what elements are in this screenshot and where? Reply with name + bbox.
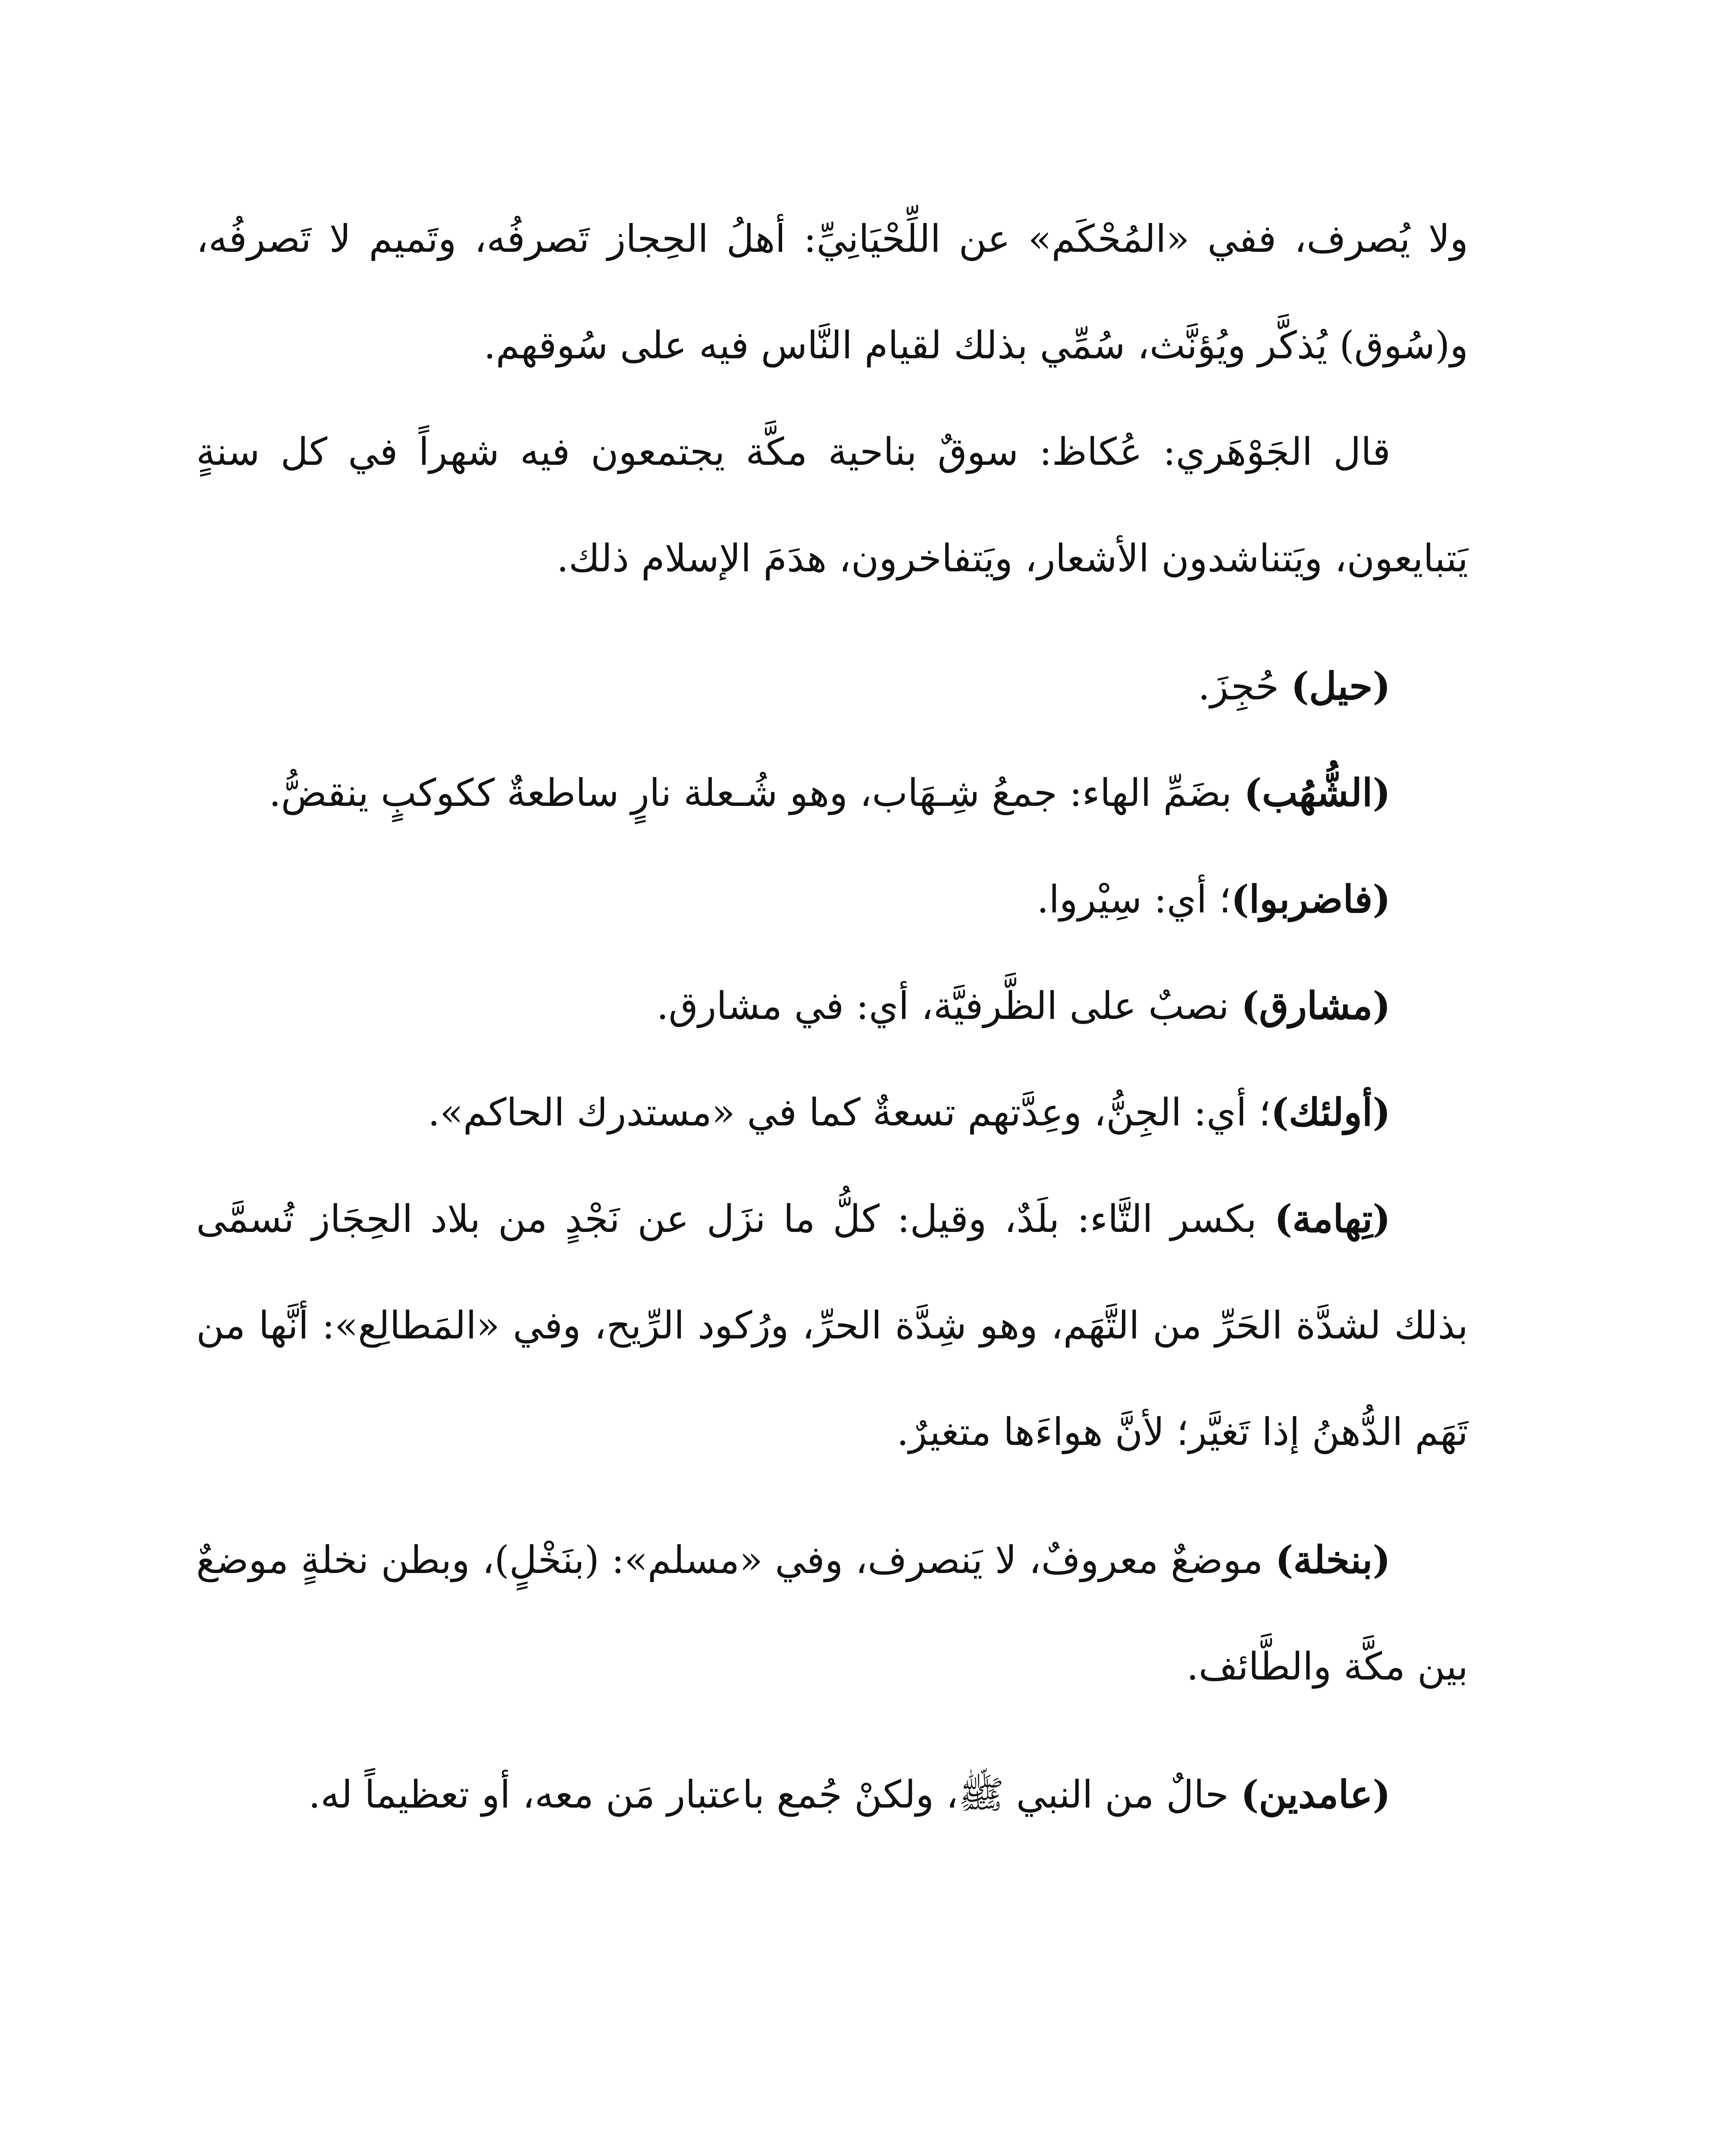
entry-paragraph (196, 953, 1468, 1059)
entry-headword: (مشارق) (1241, 983, 1391, 1028)
entry-paragraph (196, 633, 1468, 740)
entry-paragraph (196, 1741, 1468, 1848)
entry-text: ؛ أي: الجِنُّ، وعِدَّتهم تسعةٌ كما في «مستدرك الحاكم». (428, 1090, 1271, 1134)
entry-paragraph (196, 1166, 1468, 1485)
entry-paragraph (196, 740, 1468, 846)
entry-headword: (حيل) (1291, 664, 1391, 708)
entry-headword: (عامدين) (1241, 1772, 1391, 1817)
entry-paragraph (196, 846, 1468, 953)
entry-text: حُجِزَ. (1198, 664, 1291, 708)
entry-text: حالٌ من النبي ﷺ، ولكنْ جُمع باعتبار مَن معه، أو تعظيماً له. (308, 1772, 1241, 1817)
entry-headword: (تِهامة) (1274, 1196, 1391, 1241)
entry-paragraph (196, 1059, 1468, 1166)
entry-headword: (بنخلة) (1275, 1537, 1391, 1582)
entry-text: موضعٌ معروفٌ، لا يَنصرف، وفي «مسلم»: (بنَخْلٍ)، وبطن نخلةٍ موضعٌ بين مكَّة والطَّائف. (196, 1538, 1468, 1689)
entry-text: بكسر التَّاء: بلَدٌ، وقيل: كلُّ ما نزَل عن نَجْدٍ من بلاد الحِجَاز تُسمَّى بذلك لشدَّة الحَرِّ من التَّهَم، وهو شِدَّة الحرِّ، ورُكود الرِّيح، وفي «المَطالِع»: أنَّها من تَهَم الدُّهنُ إذا تَغيَّر؛ لأنَّ هواءَها متغيرٌ. (196, 1197, 1468, 1454)
entry-paragraph (196, 1507, 1468, 1720)
entry-headword: (الشُّهُب) (1244, 770, 1391, 815)
paragraph (196, 398, 1468, 611)
entry-text: بضَمِّ الهاء: جمعُ شِـهَاب، وهو شُـعلة نارٍ ساطعةٌ ككوكبٍ ينقضُّ. (269, 771, 1244, 815)
entry-text: نصبٌ على الظَّرفيَّة، أي: في مشارق. (656, 984, 1241, 1028)
entry-headword: (فاضربوا) (1231, 877, 1391, 921)
entry-headword: (أولئك) (1271, 1090, 1391, 1134)
paragraph-text: ولا يُصرف، ففي «المُحْكَم» عن اللِّحْيَانِيِّ: أهلُ الحِجاز تَصرفُه، وتَميم لا تَصرفُه، و(سُوق) يُذكَّر ويُؤنَّث، سُمِّي بذلك لقيام النَّاس فيه على سُوقهم. (196, 216, 1468, 367)
paragraph-text: قال الجَوْهَري: عُكاظ: سوقٌ بناحية مكَّة يجتمعون فيه شهراً في كل سنةٍ يَتبايعون، ويَتناشدون الأشعار، ويَتفاخرون، هدَمَ الإسلام ذلك. (196, 429, 1468, 580)
page-text-block (196, 185, 1468, 1848)
entry-text: ؛ أي: سِيْروا. (1037, 877, 1231, 921)
paragraph (196, 185, 1468, 398)
